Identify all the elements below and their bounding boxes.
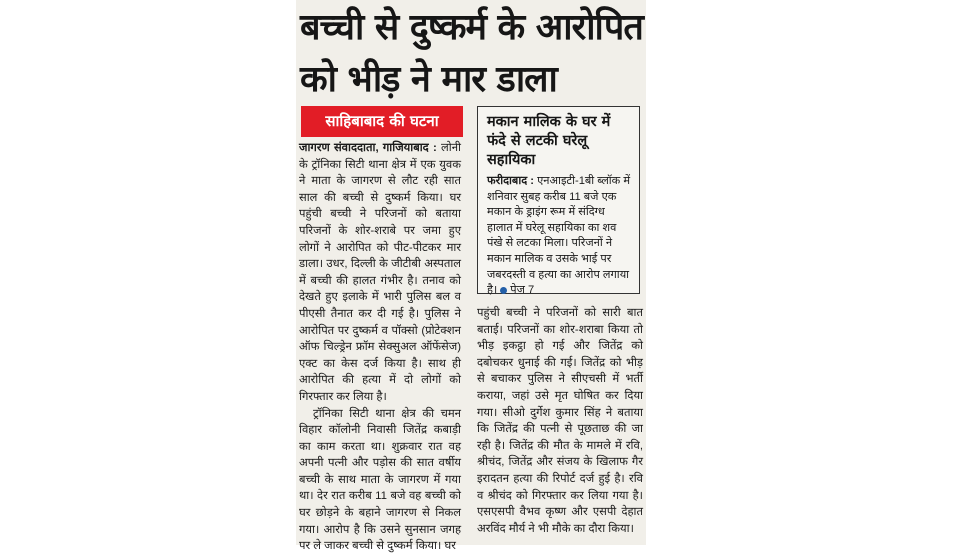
article-paragraph-1 [299,140,461,406]
sidebar-news-body [487,174,633,299]
sidebar-news-title: मकान मालिक के घर में फंदे से लटकी घरेलू सहायिका [487,114,611,168]
article-column-right [477,305,643,537]
paragraph-1-text: लोनी के ट्रॉनिका सिटी थाना क्षेत्र में एक युवक ने माता के जागरण से लौट रही सात साल की बच्ची से दुष्कर्म किया। घर पहुंची बच्ची ने परिजनों को बताया परिजनों के शोर-शराबे पर जमा हुए लोगों ने आरोपित को पीट-पीटकर मार डाला। उधर, दिल्ली के जीटीबी अस्पताल में बच्ची की हालत गंभीर है। तनाव को देखते हुए इलाके में भारी पुलिस बल व पीएसी तैनात कर दी गई है। पुलिस ने आरोपित पर दुष्कर्म व पॉक्सो (प्रोटेक्शन ऑफ चिल्ड्रेन फ्रॉम सेक्सुअल ऑफेंसेज) एक्ट का केस दर्ज किया है। साथ ही आरोपित की हत्या में दो लोगों को गिरफ्तार कर लिया है। [299,142,461,403]
article-paragraph-3: पहुंची बच्ची ने परिजनों को सारी बात बताई। परिजनों का शोर-शराबा किया तो भीड़ इकट्ठा हो गई और जितेंद्र को दबोचकर धुनाई की गई। जितेंद्र को भीड़ से बचाकर पुलिस ने सीएचसी में भर्ती कराया, जहां उसे मृत घोषित कर दिया गया। सीओ दुर्गेश कुमार सिंह ने बताया कि जितेंद्र की पत्नी से पूछताछ की जा रही है। जितेंद्र की मौत के मामले में रवि, श्रीचंद, जितेंद्र और संजय के खिलाफ गैर इरादतन हत्या की रिपोर्ट दर्ज हुई है। रवि व श्रीचंद को गिरफ्तार कर लिया गया है। एसएसपी वैभव कृष्ण और एसपी देहात अरविंद मौर्य ने भी मौके का दौरा किया। [477,307,643,535]
page-reference-label: पेज 7 [510,284,535,297]
article-paragraph-2: ट्रॉनिका सिटी थाना क्षेत्र की चमन विहार कॉलोनी निवासी जितेंद्र कबाड़ी का काम करता था। शुक्रवार रात वह अपनी पत्नी और पड़ोस की सात वर्षीय बच्ची के साथ माता के जागरण में गया था। देर रात करीब 11 बजे वह बच्ची को घर छोड़ने के बहाने जागरण से निकल गया। आरोप है कि उसने सुनसान जगह पर ले जाकर बच्ची से दुष्कर्म किया। घर [299,407,461,553]
dateline: जागरण संवाददाता, गाजियाबाद : [299,142,437,154]
article-column-left [299,140,461,555]
sidebar-news-text: एनआइटी-1बी ब्लॉक में शनिवार सुबह करीब 11 बजे एक मकान के ड्राइंग रूम में संदिग्ध हालात में घरेलू सहायिका का शव पंखे से लटका मिला। परिजनों ने मकान मालिक व उसके भाई पर जबरदस्ती व हत्या का आरोप लगाया है। [487,175,631,297]
headline: बच्ची से दुष्कर्म के आरोपित को भीड़ ने मार डाला [300,7,643,100]
location-tag: साहिबाबाद की घटना [301,106,463,137]
sidebar-dateline: फरीदाबाद : [487,175,534,187]
sidebar-news-box [477,106,640,297]
bullet-dot-icon [500,287,507,294]
page-reference [500,284,534,296]
